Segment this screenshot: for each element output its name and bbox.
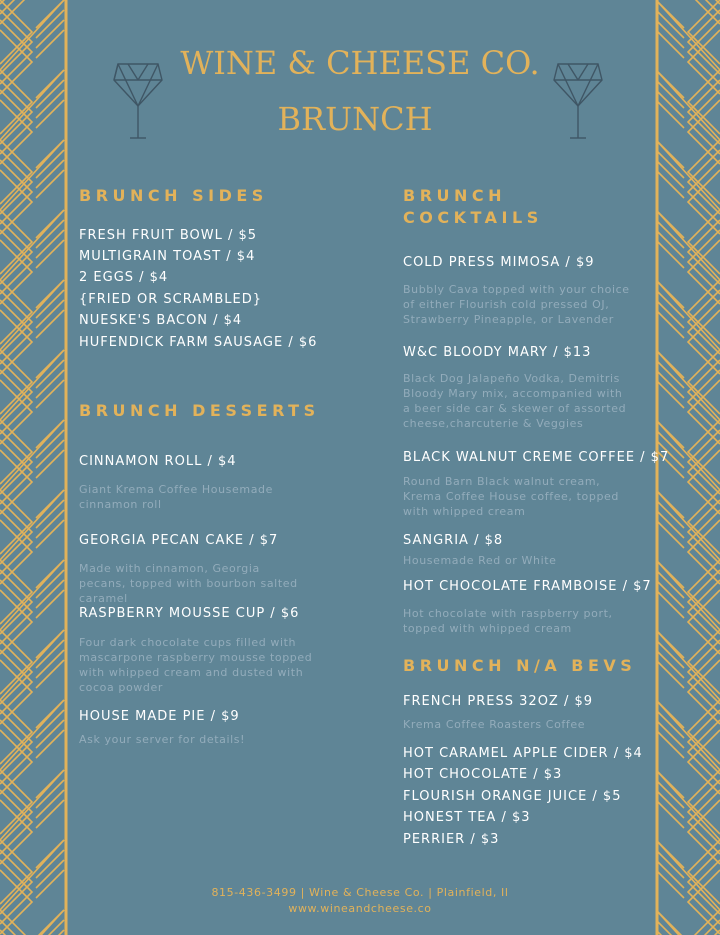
na-bev-name: FLOURISH ORANGE JUICE / $5 (403, 789, 622, 804)
dessert-description: Four dark chocolate cups filled with mascarpone raspberry mousse topped with whipped cream and dusted with cocoa powder (79, 636, 313, 694)
cocktails-heading-line1: BRUNCH (403, 186, 507, 205)
dessert-description: Made with cinnamon, Georgia pecans, topped with bourbon salted caramel (79, 562, 298, 605)
cocktail-description: Black Dog Jalapeño Vodka, Demitris Bloody Mary mix, accompanied with a beer side car & skewer of assorted cheese,charcuterie & Veggies (403, 372, 627, 430)
cocktail-name: BLACK WALNUT CREME COFFEE / $7 (403, 450, 670, 465)
sides-item: 2 EGGS / $4 (79, 270, 169, 285)
restaurant-title: WINE & CHEESE CO. (180, 44, 540, 82)
cocktail-description: Round Barn Black walnut cream, Krema Coffee House coffee, topped with whipped cream (403, 475, 619, 518)
cocktails-heading-line2: COCKTAILS (403, 208, 543, 227)
dessert-name: HOUSE MADE PIE / $9 (79, 709, 240, 724)
cocktail-name: HOT CHOCOLATE FRAMBOISE / $7 (403, 579, 652, 594)
dessert-description: Giant Krema Coffee Housemade cinnamon roll (79, 483, 273, 511)
dessert-name: RASPBERRY MOUSSE CUP / $6 (79, 606, 300, 621)
na-bev-name: FRENCH PRESS 32OZ / $9 (403, 694, 594, 709)
cocktail-description: Bubbly Cava topped with your choice of either Flourish cold pressed OJ, Strawberry Pineapple, or Lavender (403, 283, 630, 326)
dessert-name: GEORGIA PECAN CAKE / $7 (79, 533, 279, 548)
cocktail-description: Housemade Red or White (403, 554, 557, 567)
na-bev-name: PERRIER / $3 (403, 832, 500, 847)
cocktail-name: SANGRIA / $8 (403, 533, 504, 548)
cocktail-description: Hot chocolate with raspberry port, topped with whipped cream (403, 607, 613, 635)
sides-item: NUESKE'S BACON / $4 (79, 313, 243, 328)
footer-website-link[interactable]: www.wineandcheese.co (288, 902, 432, 915)
left-border-pattern (0, 0, 68, 935)
menu-subtitle: BRUNCH (277, 100, 433, 138)
sides-heading: BRUNCH SIDES (79, 186, 268, 205)
na-bev-name: HOT CARAMEL APPLE CIDER / $4 (403, 746, 643, 761)
dessert-name: CINNAMON ROLL / $4 (79, 454, 237, 469)
na-bev-name: HONEST TEA / $3 (403, 810, 531, 825)
sides-item: {FRIED OR SCRAMBLED} (79, 292, 262, 307)
sides-item: MULTIGRAIN TOAST / $4 (79, 249, 256, 264)
desserts-heading: BRUNCH DESSERTS (79, 401, 320, 420)
na-bev-name: HOT CHOCOLATE / $3 (403, 767, 563, 782)
na-bevs-heading: BRUNCH N/A BEVS (403, 656, 637, 675)
dessert-description: Ask your server for details! (79, 733, 246, 746)
cocktail-name: W&C BLOODY MARY / $13 (403, 345, 592, 360)
cocktail-name: COLD PRESS MIMOSA / $9 (403, 255, 595, 270)
sides-item: FRESH FRUIT BOWL / $5 (79, 228, 258, 243)
sides-item: HUFENDICK FARM SAUSAGE / $6 (79, 335, 318, 350)
na-bev-description: Krema Coffee Roasters Coffee (403, 718, 586, 731)
footer-contact: 815-436-3499 | Wine & Cheese Co. | Plainfield, Il (211, 886, 509, 899)
